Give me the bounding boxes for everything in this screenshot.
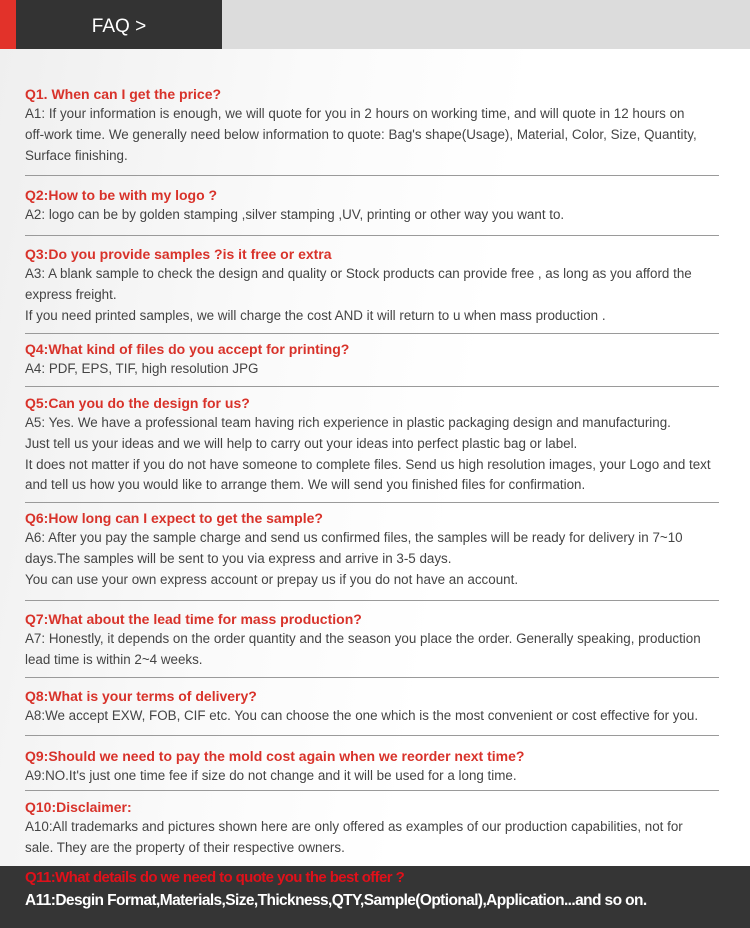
- faq-answer-line: A10:All trademarks and pictures shown here are only offered as examples of our production capabilities, not for: [25, 819, 683, 834]
- header-accent: [0, 0, 16, 49]
- faq-question: Q1. When can I get the price?: [25, 86, 222, 102]
- faq-answer-line: A1: If your information is enough, we will quote for you in 2 hours on working time, and will quote in 12 hours on: [25, 106, 685, 121]
- divider: [25, 235, 719, 236]
- divider: [25, 502, 719, 503]
- faq-answer-line: A2: logo can be by golden stamping ,silver stamping ,UV, printing or other way you want to.: [25, 207, 565, 222]
- faq-answer-line: sale. They are the property of their respective owners.: [25, 839, 345, 855]
- divider: [25, 735, 719, 736]
- faq-answer-line: A7: Honestly, it depends on the order quantity and the season you place the order. Generally speaking, production: [25, 631, 701, 646]
- divider: [25, 386, 719, 387]
- divider: [25, 333, 719, 334]
- footer-answer: A11:Desgin Format,Materials,Size,Thickness,QTY,Sample(Optional),Application...and so on.: [25, 892, 647, 909]
- faq-answer-line: A5: Yes. We have a professional team having rich experience in plastic packaging design and manufacturing.: [25, 415, 671, 430]
- faq-answer-line: A3: A blank sample to check the design and quality or Stock products can provide free , as long as you afford the: [25, 266, 692, 281]
- faq-answer-line: A4: PDF, EPS, TIF, high resolution JPG: [25, 361, 259, 376]
- faq-answer-line: off-work time. We generally need below information to quote: Bag's shape(Usage), Material, Color, Size, Quantity,: [25, 126, 697, 142]
- divider: [25, 677, 719, 678]
- faq-item: [25, 393, 725, 496]
- divider: [25, 790, 719, 791]
- faq-answer-line: lead time is within 2~4 weeks.: [25, 651, 203, 667]
- faq-question: Q3:Do you provide samples ?is it free or extra: [25, 246, 332, 262]
- faq-question: Q2:How to be with my logo ?: [25, 187, 218, 203]
- faq-question: Q9:Should we need to pay the mold cost again when we reorder next time?: [25, 748, 525, 764]
- faq-item: [25, 746, 725, 787]
- faq-item: [25, 339, 725, 380]
- faq-item: [25, 185, 725, 226]
- faq-item: [25, 244, 725, 326]
- footer-question: Q11:What details do we need to quote you the best offer ?: [25, 869, 405, 886]
- faq-answer-line: days.The samples will be sent to you via express and arrive in 3-5 days.: [25, 550, 452, 566]
- faq-item: [25, 609, 725, 671]
- faq-item: [25, 84, 725, 166]
- faq-answer-line: A9:NO.It's just one time fee if size do not change and it will be used for a long time.: [25, 768, 517, 783]
- faq-answer-line: If you need printed samples, we will charge the cost AND it will return to u when mass production .: [25, 307, 606, 323]
- faq-item: [25, 508, 725, 590]
- faq-question: Q4:What kind of files do you accept for printing?: [25, 341, 350, 357]
- faq-answer-line: Surface finishing.: [25, 147, 128, 163]
- footer-band: [0, 866, 750, 928]
- faq-answer-line: A8:We accept EXW, FOB, CIF etc. You can choose the one which is the most convenient or cost effective for you.: [25, 708, 699, 723]
- faq-answer-line: You can use your own express account or prepay us if you do not have an account.: [25, 571, 519, 587]
- faq-title: FAQ >: [16, 0, 222, 49]
- faq-question: Q6:How long can I expect to get the sample?: [25, 510, 323, 526]
- faq-answer-line: and tell us how you would like to arrange them. We will send you finished files for confirmation.: [25, 477, 586, 493]
- faq-question: Q5:Can you do the design for us?: [25, 395, 250, 411]
- faq-answer-line: Just tell us your ideas and we will help to carry out your ideas into perfect plastic bag or label.: [25, 435, 578, 451]
- faq-item: [25, 686, 725, 727]
- faq-answer-line: express freight.: [25, 286, 117, 302]
- divider: [25, 600, 719, 601]
- faq-answer-line: It does not matter if you do not have someone to complete files. Send us high resolution images, your Logo and text: [25, 456, 711, 472]
- divider: [25, 175, 719, 176]
- faq-item: [25, 797, 725, 859]
- faq-question: Q8:What is your terms of delivery?: [25, 688, 257, 704]
- faq-question: Q7:What about the lead time for mass production?: [25, 611, 362, 627]
- faq-question: Q10:Disclaimer:: [25, 799, 132, 815]
- faq-answer-line: A6: After you pay the sample charge and send us confirmed files, the samples will be ready for delivery in 7~10: [25, 530, 683, 545]
